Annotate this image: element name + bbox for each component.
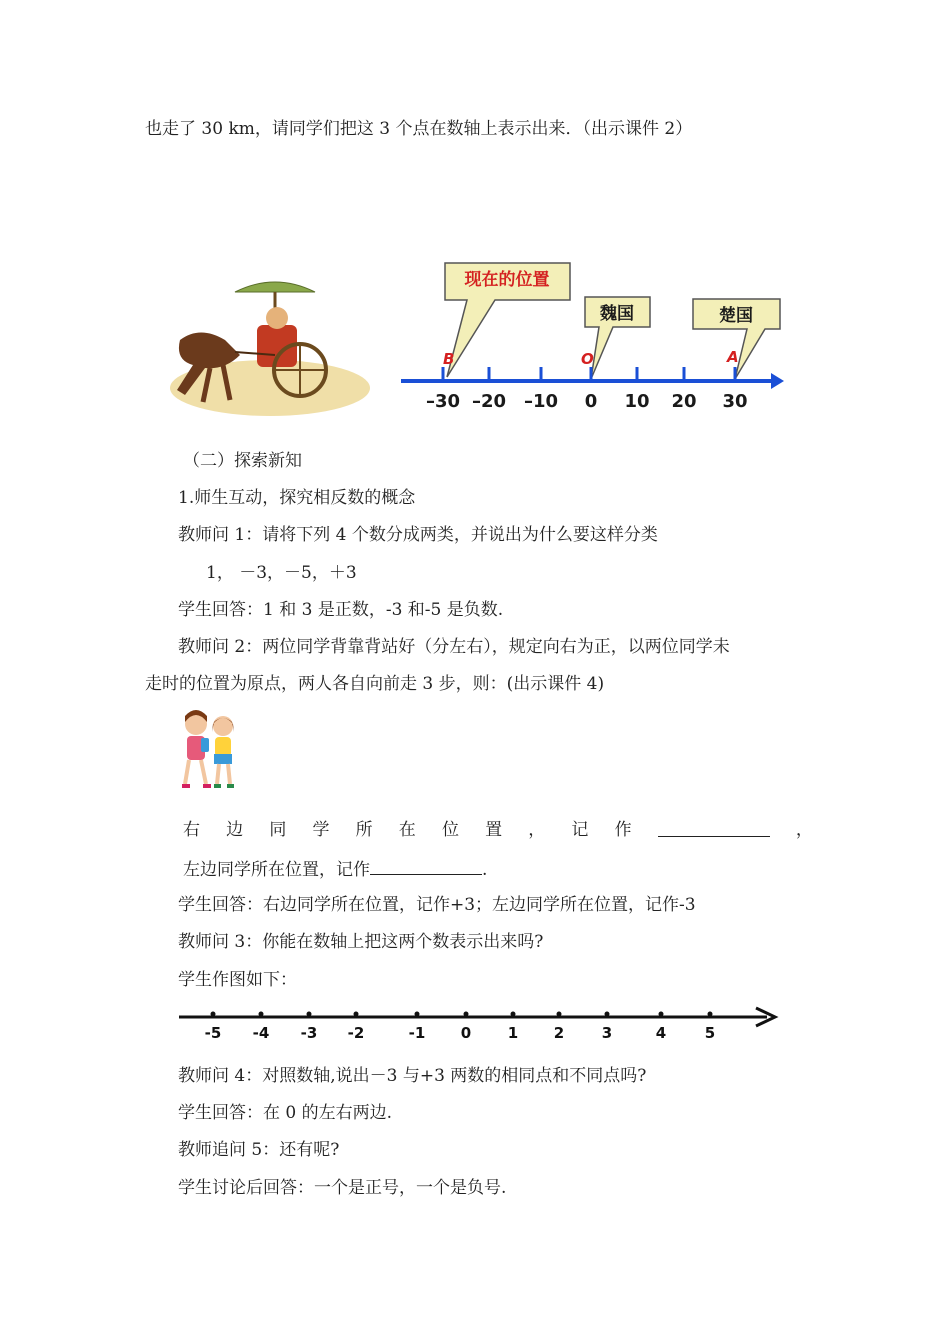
tick-label: –20	[471, 391, 507, 412]
tick-label: 5	[704, 1024, 716, 1042]
tick-dot	[605, 1012, 610, 1017]
chariot-illustration	[165, 270, 375, 420]
number-line-figure-2	[175, 1003, 780, 1048]
tick-label: 10	[624, 391, 650, 412]
tick-label: 0	[584, 391, 598, 412]
tick-label: -1	[408, 1024, 426, 1042]
tick-label: -5	[204, 1024, 222, 1042]
numbers-list: 1， －3，－5，＋3	[206, 563, 357, 583]
fill-in-right-char: 所	[355, 820, 373, 840]
student-answer-1: 学生回答：1 和 3 是正数，-3 和-5 是负数.	[178, 600, 504, 620]
fill-in-left-prefix: 左边同学所在位置，记作	[183, 860, 370, 880]
teacher-question-5: 教师追问 5：还有呢?	[178, 1140, 340, 1160]
fill-in-right-char: 置	[485, 820, 503, 840]
student-drawing-intro: 学生作图如下：	[178, 970, 297, 990]
tick-label: –30	[425, 391, 461, 412]
fill-in-right-end: ，	[795, 820, 813, 840]
fill-in-right-blank[interactable]	[658, 818, 770, 837]
tick-label: -2	[347, 1024, 365, 1042]
tick-dot	[259, 1012, 264, 1017]
teacher-question-2-line-2: 走时的位置为原点，两人各自向前走 3 步，则：(出示课件 4)	[145, 674, 605, 694]
fill-in-right-char: ，	[528, 820, 546, 840]
two-students-illustration	[176, 708, 246, 793]
fill-in-right-char: 同	[269, 820, 287, 840]
point-label-b: B	[443, 350, 455, 368]
tick-dot	[557, 1012, 562, 1017]
tick-dot	[511, 1012, 516, 1017]
tick-dot	[659, 1012, 664, 1017]
fill-in-right-char: 记	[571, 820, 589, 840]
tick-label: 2	[553, 1024, 565, 1042]
section-heading: （二）探索新知	[183, 451, 302, 471]
text-line-top: 也走了 30 km，请同学们把这 3 个点在数轴上表示出来．（出示课件 2）	[145, 119, 693, 139]
callout-text-wei: 魏国	[600, 304, 634, 324]
tick-dot	[464, 1012, 469, 1017]
tick-dot	[211, 1012, 216, 1017]
tick-label: 1	[507, 1024, 519, 1042]
fill-in-left-blank[interactable]	[370, 856, 482, 875]
fill-in-right-char: 位	[441, 820, 459, 840]
student-answer-5: 学生讨论后回答：一个是正号，一个是负号.	[178, 1178, 507, 1198]
fill-in-left-end: .	[482, 860, 488, 880]
item-1-heading: 1.师生互动，探究相反数的概念	[178, 488, 416, 508]
fill-in-right-char: 右	[183, 820, 200, 840]
tick-dot	[354, 1012, 359, 1017]
teacher-question-1: 教师问 1：请将下列 4 个数分成两类，并说出为什么要这样分类	[178, 525, 658, 545]
fill-in-right-line	[183, 818, 813, 842]
tick-label: –10	[523, 391, 559, 412]
fill-in-right-char: 作	[614, 820, 632, 840]
axis-arrow	[771, 373, 784, 389]
tick-dot	[307, 1012, 312, 1017]
fill-in-right-row	[183, 818, 813, 842]
teacher-question-2-line-1: 教师问 2：两位同学背靠背站好（分左右），规定向右为正，以两位同学未	[178, 637, 730, 657]
tick-label: 4	[655, 1024, 667, 1042]
callout-text-current: 现在的位置	[464, 270, 550, 290]
tick-label: 30	[722, 391, 748, 412]
student-answer-2: 学生回答：右边同学所在位置，记作+3；左边同学所在位置，记作-3	[178, 895, 696, 915]
number-line-figure-1	[395, 255, 790, 420]
tick-dot	[708, 1012, 713, 1017]
point-label-o: O	[581, 350, 594, 368]
teacher-question-3: 教师问 3：你能在数轴上把这两个数表示出来吗?	[178, 932, 544, 952]
tick-dot	[415, 1012, 420, 1017]
tick-label: 0	[460, 1024, 472, 1042]
teacher-question-4: 教师问 4：对照数轴,说出－3 与+3 两数的相同点和不同点吗?	[178, 1066, 647, 1086]
fill-in-right-char: 学	[312, 820, 330, 840]
fill-in-right-char: 边	[226, 820, 244, 840]
student-answer-4: 学生回答：在 0 的左右两边.	[178, 1103, 393, 1123]
tick-label: -4	[252, 1024, 270, 1042]
fill-in-left-line	[183, 856, 487, 882]
fill-in-right-char: 在	[398, 820, 416, 840]
point-label-a: A	[727, 348, 739, 366]
tick-label: 20	[671, 391, 697, 412]
tick-label: -3	[300, 1024, 318, 1042]
callout-text-chu: 楚国	[719, 306, 753, 326]
tick-label: 3	[601, 1024, 613, 1042]
